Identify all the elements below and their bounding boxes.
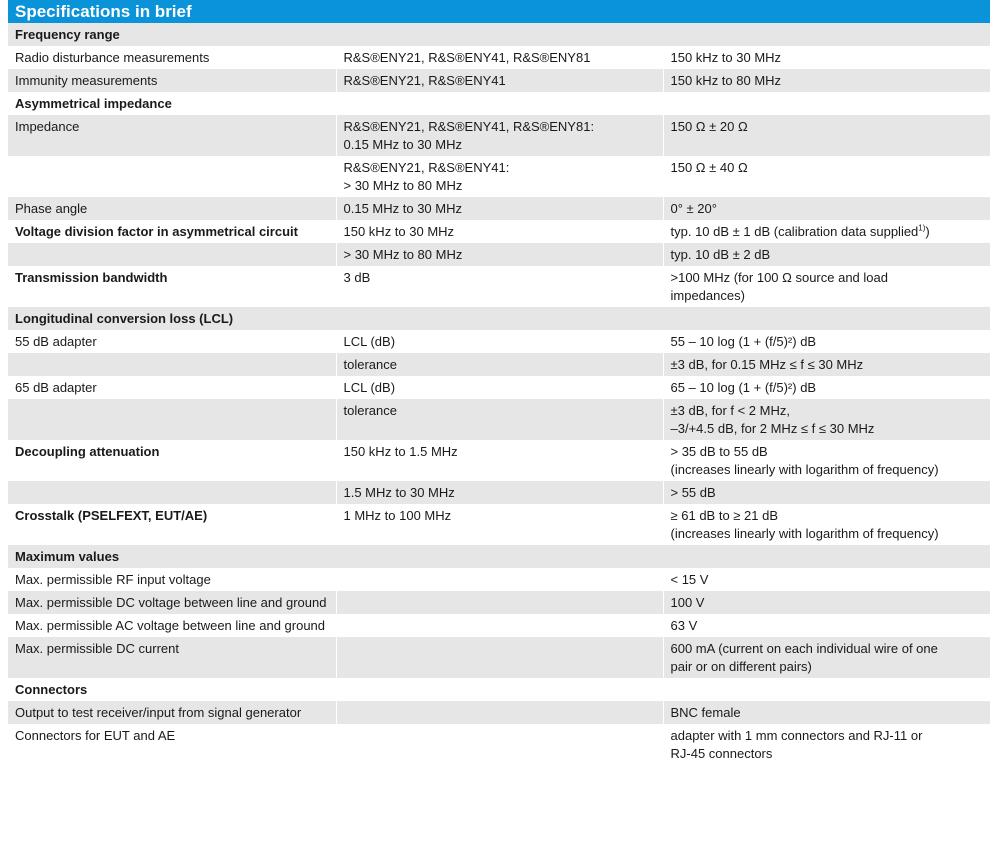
spec-parameter: Impedance bbox=[8, 115, 336, 156]
section-header-row bbox=[8, 307, 990, 330]
spec-parameter: Voltage division factor in asymmetrical circuit bbox=[8, 220, 336, 243]
spec-row bbox=[8, 637, 990, 678]
spec-value-line: 63 V bbox=[670, 618, 698, 633]
spec-row bbox=[8, 243, 990, 266]
spec-parameter: 65 dB adapter bbox=[8, 376, 336, 399]
spec-condition bbox=[336, 568, 663, 591]
spec-condition bbox=[336, 156, 663, 197]
spec-parameter: Max. permissible DC current bbox=[8, 637, 336, 678]
spec-condition-line: 3 dB bbox=[343, 270, 371, 285]
spec-value-line: ±3 dB, for f < 2 MHz, bbox=[670, 403, 790, 418]
spec-value-line: –3/+4.5 dB, for 2 MHz ≤ f ≤ 30 MHz bbox=[670, 421, 875, 436]
spec-parameter: Phase angle bbox=[8, 197, 336, 220]
spec-value bbox=[663, 591, 990, 614]
spec-condition bbox=[336, 440, 663, 481]
spec-value-line: (increases linearly with logarithm of frequency) bbox=[670, 526, 939, 541]
spec-condition bbox=[336, 637, 663, 678]
spec-row bbox=[8, 591, 990, 614]
spec-condition-line: R&S®ENY21, R&S®ENY41: bbox=[343, 160, 510, 175]
spec-row bbox=[8, 440, 990, 481]
spec-value-line: 0° ± 20° bbox=[670, 201, 717, 216]
spec-value bbox=[663, 440, 990, 481]
spec-parameter: Max. permissible AC voltage between line and ground bbox=[8, 614, 336, 637]
spec-row bbox=[8, 701, 990, 724]
section-title: Frequency range bbox=[8, 23, 990, 46]
spec-row bbox=[8, 376, 990, 399]
spec-condition bbox=[336, 69, 663, 92]
spec-value-line: (increases linearly with logarithm of frequency) bbox=[670, 462, 939, 477]
spec-condition-line: R&S®ENY21, R&S®ENY41 bbox=[343, 73, 506, 88]
spec-value-line: 65 – 10 log (1 + (f/5)²) dB bbox=[670, 380, 817, 395]
spec-row bbox=[8, 46, 990, 69]
spec-condition bbox=[336, 330, 663, 353]
section-title: Connectors bbox=[8, 678, 990, 701]
spec-value bbox=[663, 197, 990, 220]
spec-sheet bbox=[8, 0, 990, 765]
spec-condition-line: > 30 MHz to 80 MHz bbox=[343, 178, 463, 193]
spec-parameter: 55 dB adapter bbox=[8, 330, 336, 353]
spec-condition bbox=[336, 481, 663, 504]
spec-parameter: Immunity measurements bbox=[8, 69, 336, 92]
spec-value-line: typ. 10 dB ± 1 dB (calibration data supplied$^{1)}$) bbox=[670, 223, 930, 239]
spec-row bbox=[8, 481, 990, 504]
spec-condition bbox=[336, 266, 663, 307]
section-title: Maximum values bbox=[8, 545, 990, 568]
spec-value bbox=[663, 115, 990, 156]
spec-row bbox=[8, 614, 990, 637]
spec-value-line: typ. 10 dB ± 2 dB bbox=[670, 247, 771, 262]
spec-value bbox=[663, 220, 990, 243]
spec-parameter: Transmission bandwidth bbox=[8, 266, 336, 307]
spec-parameter bbox=[8, 353, 336, 376]
spec-value-line: 150 Ω ± 20 Ω bbox=[670, 119, 748, 134]
spec-condition bbox=[336, 399, 663, 440]
spec-value-line: ≥ 61 dB to ≥ 21 dB bbox=[670, 508, 779, 523]
spec-row bbox=[8, 330, 990, 353]
spec-value-line: pair or on different pairs) bbox=[670, 659, 812, 674]
spec-condition-line: R&S®ENY21, R&S®ENY41, R&S®ENY81: bbox=[343, 119, 595, 134]
spec-condition-line: R&S®ENY21, R&S®ENY41, R&S®ENY81 bbox=[343, 50, 591, 65]
spec-condition bbox=[336, 220, 663, 243]
spec-condition-line: LCL (dB) bbox=[343, 334, 396, 349]
spec-value bbox=[663, 724, 990, 765]
spec-parameter bbox=[8, 156, 336, 197]
spec-value bbox=[663, 243, 990, 266]
spec-condition-line: tolerance bbox=[343, 403, 397, 418]
spec-condition-line: 1.5 MHz to 30 MHz bbox=[343, 485, 455, 500]
spec-value bbox=[663, 353, 990, 376]
spec-value-line: > 55 dB bbox=[670, 485, 716, 500]
spec-condition bbox=[336, 353, 663, 376]
section-header-row bbox=[8, 92, 990, 115]
spec-value-line: adapter with 1 mm connectors and RJ-11 or bbox=[670, 728, 923, 743]
section-title: Asymmetrical impedance bbox=[8, 92, 990, 115]
spec-condition-line: 1 MHz to 100 MHz bbox=[343, 508, 452, 523]
spec-value-line: < 15 V bbox=[670, 572, 709, 587]
section-title: Longitudinal conversion loss (LCL) bbox=[8, 307, 990, 330]
spec-condition bbox=[336, 243, 663, 266]
section-header-row bbox=[8, 23, 990, 46]
spec-value-line: 150 Ω ± 40 Ω bbox=[670, 160, 748, 175]
spec-title: Specifications in brief bbox=[8, 0, 990, 23]
spec-value-line: ±3 dB, for 0.15 MHz ≤ f ≤ 30 MHz bbox=[670, 357, 864, 372]
spec-value-line: RJ-45 connectors bbox=[670, 746, 773, 761]
spec-row bbox=[8, 724, 990, 765]
spec-value bbox=[663, 568, 990, 591]
spec-value bbox=[663, 504, 990, 545]
spec-condition bbox=[336, 197, 663, 220]
spec-condition-line: 150 kHz to 30 MHz bbox=[343, 224, 455, 239]
spec-value bbox=[663, 330, 990, 353]
spec-value-line: >100 MHz (for 100 Ω source and load bbox=[670, 270, 888, 285]
spec-value bbox=[663, 399, 990, 440]
spec-value bbox=[663, 701, 990, 724]
spec-condition-line: 0.15 MHz to 30 MHz bbox=[343, 201, 462, 216]
spec-parameter: Output to test receiver/input from signal generator bbox=[8, 701, 336, 724]
spec-value bbox=[663, 481, 990, 504]
footnote-marker: 1) bbox=[918, 223, 926, 233]
section-header-row bbox=[8, 545, 990, 568]
spec-condition-line: 0.15 MHz to 30 MHz bbox=[343, 137, 462, 152]
spec-parameter: Radio disturbance measurements bbox=[8, 46, 336, 69]
spec-row bbox=[8, 220, 990, 243]
spec-value-line: > 35 dB to 55 dB bbox=[670, 444, 768, 459]
spec-parameter: Crosstalk (PSELFEXT, EUT/AE) bbox=[8, 504, 336, 545]
spec-table bbox=[8, 23, 990, 765]
spec-condition bbox=[336, 376, 663, 399]
spec-value-line: 150 kHz to 30 MHz bbox=[670, 50, 782, 65]
section-header-row bbox=[8, 678, 990, 701]
spec-row bbox=[8, 353, 990, 376]
spec-row bbox=[8, 115, 990, 156]
spec-value-line: 100 V bbox=[670, 595, 705, 610]
spec-condition-line: tolerance bbox=[343, 357, 397, 372]
spec-row bbox=[8, 399, 990, 440]
spec-parameter: Max. permissible DC voltage between line and ground bbox=[8, 591, 336, 614]
spec-row bbox=[8, 504, 990, 545]
spec-condition-line: 150 kHz to 1.5 MHz bbox=[343, 444, 458, 459]
spec-value-line: 600 mA (current on each individual wire of one bbox=[670, 641, 938, 656]
spec-condition bbox=[336, 115, 663, 156]
spec-condition bbox=[336, 701, 663, 724]
spec-value-line: 150 kHz to 80 MHz bbox=[670, 73, 782, 88]
spec-value bbox=[663, 266, 990, 307]
spec-value bbox=[663, 614, 990, 637]
spec-parameter: Decoupling attenuation bbox=[8, 440, 336, 481]
spec-condition-line: > 30 MHz to 80 MHz bbox=[343, 247, 463, 262]
spec-row bbox=[8, 568, 990, 591]
spec-condition bbox=[336, 46, 663, 69]
spec-value-line: impedances) bbox=[670, 288, 745, 303]
spec-parameter: Connectors for EUT and AE bbox=[8, 724, 336, 765]
spec-condition bbox=[336, 724, 663, 765]
spec-value bbox=[663, 376, 990, 399]
spec-parameter bbox=[8, 399, 336, 440]
spec-row bbox=[8, 69, 990, 92]
spec-parameter bbox=[8, 243, 336, 266]
spec-condition-line: LCL (dB) bbox=[343, 380, 396, 395]
spec-value-line: BNC female bbox=[670, 705, 741, 720]
spec-value bbox=[663, 637, 990, 678]
spec-condition bbox=[336, 504, 663, 545]
spec-value-line: 55 – 10 log (1 + (f/5)²) dB bbox=[670, 334, 817, 349]
spec-condition bbox=[336, 591, 663, 614]
spec-condition bbox=[336, 614, 663, 637]
spec-parameter: Max. permissible RF input voltage bbox=[8, 568, 336, 591]
spec-row bbox=[8, 156, 990, 197]
spec-value bbox=[663, 69, 990, 92]
spec-value bbox=[663, 156, 990, 197]
spec-row bbox=[8, 197, 990, 220]
spec-value bbox=[663, 46, 990, 69]
spec-row bbox=[8, 266, 990, 307]
spec-parameter bbox=[8, 481, 336, 504]
